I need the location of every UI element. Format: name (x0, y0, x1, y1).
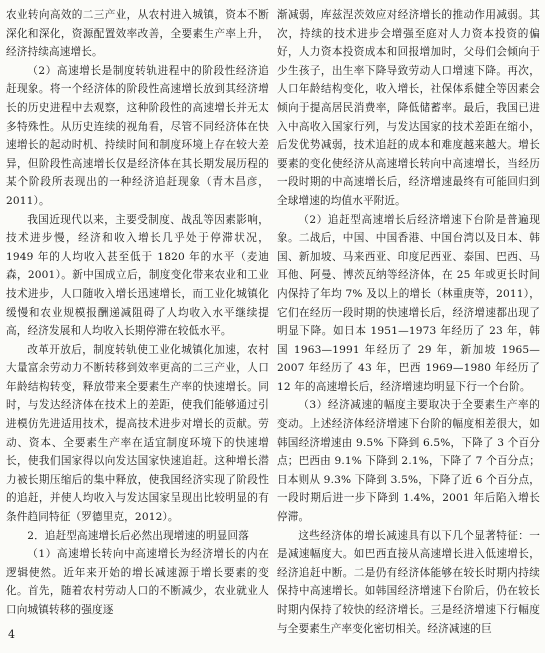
paragraph: （1）高速增长转向中高速增长为经济增长的内在逻辑使然。近年来开始的增长减速源于增长要素的变化。首先，随着农村劳动人口的不断减少，农业就业人口向城镇转移的强度逐 (6, 548, 269, 616)
paragraph: （2）追赶型高速增长后经济增速下台阶是普遍现象。二战后，中国、中国香港、中国台湾以及日本、韩国、新加坡、马来西亚、印度尼西亚、泰国、巴西、马耳他、阿曼、博茨瓦纳等经济体，在 25 年或更长时间内保持了年均 7% 及以上的增长（林重庚等，2011），它们在经历一段时期的快速增长后，经济增速都出现了明显下降。如日本 1951—1973 年经历了 23 年，韩国 1963—1991 年经历了 29 年，新加坡 1965—2007 年经历了 43 年，巴西 1969—1980 年经历了 12 年的高速增长后，经济增速均明显下行一个台阶。 (277, 213, 540, 393)
right-column (277, 6, 540, 635)
section-heading: 2．追赶型高速增长后必然出现增速的明显回落 (27, 529, 249, 542)
paragraph: 这些经济体的增长减速具有以下几个显著特征：一是减速幅度大。如巴西直接从高速增长进入低速增长，经济追赶中断。二是仍有经济体能够在较长时期内持续保持中高速增长。如韩国经济增速下台阶后，仍在较长时期内保持了较快的经济增长。三是经济增速下行幅度与全要素生产率变化密切相关。经济减速的巨 (277, 529, 540, 635)
paragraph: 我国近现代以来，主要受制度、战乱等因素影响，技术进步慢，经济和收入增长几乎处于停滞状况，1949 年的人均收入甚至低于 1820 年的水平（麦迪森，2001）。新中国成立后，制度变化带来农业和工业技术进步，人口随收入增长迅速增长，而工业化城镇化缓慢和农业规模报酬递减阻碍了人均收入水平继续提高，经济发展和人均收入长期停滞在较低水平。 (6, 213, 269, 338)
paragraph: 农业转向高效的二三产业，从农村进入城镇，资本不断深化和深化，资源配置效率改善，全要素生产率上升，经济持续高速增长。 (6, 9, 269, 59)
page-number: 4 (8, 628, 15, 641)
paragraph: （3）经济减速的幅度主要取决于全要素生产率的变动。上述经济体经济增速下台阶的幅度相差很大，如韩国经济增速由 9.5% 下降到 6.5%，下降了 3 个百分点；巴西由 9.1% 下降到 2.1%，下降了 7 个百分点；日本则从 9.3% 下降到 3.5%，下降了近 6 个百分点，一段时期后进一步下降到 1.4%，2001 年后陷入增长停滞。 (277, 399, 540, 524)
left-column (6, 6, 269, 616)
paragraph: 改革开放后，制度转轨使工业化城镇化加速，农村大量富余劳动力不断转移到效率更高的二三产业，人口年龄结构转变，释放带来全要素生产率的快速增长。同时，与发达经济体在技术上的差距，使我们能够通过引进模仿先进适用技术，提高技术进步对增长的贡献。劳动、资本、全要素生产率在适宜制度环境下的快速增长，使我们国家得以向发达国家快速追赶。这种增长潜力被长期压缩后的集中释放，使我国经济实现了阶段性的追赶，并使人均收入与发达国家呈现出比较明显的有条件趋同特征（罗德里克，2012）。 (6, 343, 269, 524)
paragraph: （2）高速增长是制度转轨进程中的阶段性经济追赶现象。将一个经济体的阶段性高速增长放到其经济增长的历史进程中去观察，这种阶段性的高速增长并无太多特殊性。从历史连续的视角看，尽管不同经济体在快速增长的起动时机、持续时间和制度环境上存在较大差异，但阶段性高速增长仅是经济体在其长期发展历程的某个阶段所表现出的一种经济追赶现象（青木昌彦，2011）。 (6, 64, 269, 207)
paragraph: 渐减弱，库兹涅茨效应对经济增长的推动作用减弱。其次，持续的技术进步会增强至庭对人力资本投资的偏好，人力资本投资成本和回报增加时，父母们会倾向于少生孩子，出生率下降导致劳动人口增速下降。再次，人口年龄结构变化，收入增长，社保体系健全等因素会倾向于提高居民消费率，降低储蓄率。最后，我国已进入中高收入国家行列，与发达国家的技术差距在缩小，后发优势减弱，技术追赶的成本和难度越来越大。增长要素的变化使经济从高速增长转向中高速增长，当经历一段时期的中高速增长后，经济增速最终有可能回归到全球增速的均值水平附近。 (277, 9, 540, 207)
